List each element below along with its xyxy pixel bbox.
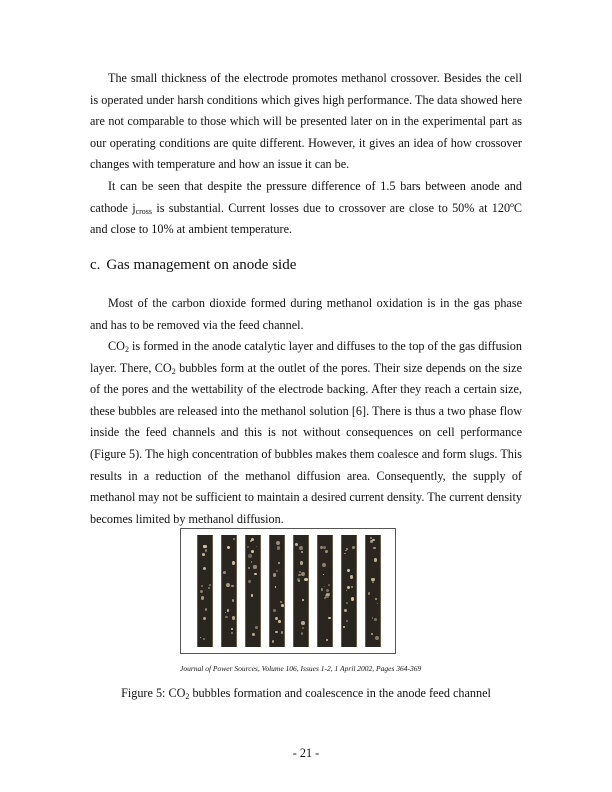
bubble	[300, 561, 303, 564]
bubble	[248, 554, 251, 557]
figure-image	[180, 528, 396, 654]
bubble	[231, 628, 233, 630]
bubble	[351, 586, 353, 588]
feed-channel	[221, 535, 237, 647]
bubble	[328, 617, 330, 619]
bubble	[301, 572, 305, 576]
paragraph-text: is substantial. Current losses due to crossover are close to 50% at 120ºC and close to 10% at ambient temperature.	[90, 200, 522, 237]
bubble	[227, 610, 229, 612]
bubble	[278, 562, 280, 564]
bubble	[231, 632, 233, 634]
feed-channel	[317, 535, 333, 647]
bubble	[203, 567, 206, 570]
bubble	[281, 604, 284, 607]
bubble	[371, 633, 373, 635]
bubble	[350, 575, 354, 579]
bubble	[295, 543, 297, 545]
bubble	[248, 567, 251, 570]
bubble	[205, 549, 208, 552]
bubble	[301, 551, 303, 553]
figure-caption	[90, 686, 522, 701]
bubble	[275, 631, 278, 634]
figure-credit: Journal of Power Sources, Volume 106, Issues 1-2, 1 April 2002, Pages 364-369	[180, 664, 422, 673]
subscript: 2	[185, 692, 190, 701]
bubble	[250, 540, 252, 542]
bubble	[202, 553, 205, 556]
paragraph-text: is formed in the anode catalytic layer and diffuses to the top of the gas diffusion layer. There, CO	[90, 339, 522, 375]
bubble	[346, 548, 348, 550]
bubble	[297, 578, 300, 581]
section-title: Gas management on anode side	[106, 257, 297, 273]
bubble	[223, 571, 226, 574]
bubble	[273, 573, 277, 577]
bubble	[227, 546, 230, 549]
bubble	[371, 578, 375, 582]
bubble	[351, 597, 355, 601]
bubble	[375, 636, 379, 640]
caption-text: Figure 5: CO	[121, 686, 186, 700]
feed-channel	[293, 535, 309, 647]
page-number: - 21 -	[292, 746, 320, 760]
paragraph-co2-bubbles	[90, 336, 522, 530]
bubble	[251, 594, 254, 597]
paragraph-text: It can be seen that despite the pressure difference of 1.5 bars between anode and cathode j	[90, 179, 522, 215]
bubble	[225, 612, 227, 614]
bubble	[232, 599, 235, 602]
bubble	[374, 618, 377, 621]
bubble	[253, 565, 256, 568]
bubble	[322, 563, 326, 567]
paragraph-current-losses	[90, 176, 522, 241]
bubble	[368, 592, 370, 594]
feed-channel	[197, 535, 213, 647]
bubble	[325, 550, 328, 553]
bubble	[231, 585, 234, 588]
bubble	[233, 538, 235, 540]
bubble	[323, 574, 325, 576]
bubble	[247, 546, 249, 548]
bubble	[225, 616, 227, 618]
bubble	[252, 633, 255, 636]
bubble	[321, 588, 324, 591]
bubble	[374, 558, 377, 561]
feed-channel	[269, 535, 285, 647]
bubble	[324, 586, 326, 588]
paragraph-text: bubbles form at the outlet of the pores. Their size depends on the size of the pores and the wettability of the electrode backing. After they reach a certain size, these bubbles are released into the methanol solution [6]. There is thus a two phase flow inside the feed channels and this is not without consequences on cell performance (Figure 5). The high concentration of bubbles makes them coalesce and form slugs. This results in a reduction of the methanol diffusion area. Consequently, the supply of methanol may not be sufficient to maintain a desired current density. The current density becomes limited by methanol diffusion.	[90, 360, 522, 526]
bubble	[343, 626, 345, 628]
bubble	[255, 626, 258, 629]
bubble	[278, 620, 281, 623]
bubble	[344, 609, 347, 612]
bubble	[275, 617, 278, 620]
bubble	[203, 638, 205, 640]
bubble	[372, 539, 375, 542]
caption-text: bubbles formation and coalescence in the anode feed channel	[189, 686, 491, 700]
bubble	[201, 585, 203, 587]
bubble	[302, 599, 304, 601]
bubble	[200, 637, 202, 639]
bubble	[347, 569, 350, 572]
bubble	[254, 573, 257, 576]
bubble	[203, 617, 206, 620]
subscript: 2	[124, 345, 129, 354]
bubble	[377, 603, 379, 605]
bubble	[326, 639, 329, 642]
paragraph-carbon-dioxide: Most of the carbon dioxide formed during methanol oxidation is in the gas phase and has to be removed via the feed channel.	[90, 296, 522, 332]
bubble	[328, 584, 331, 587]
bubble	[276, 570, 278, 572]
bubble	[203, 545, 205, 547]
bubble	[323, 546, 326, 549]
paragraph-crossover: The small thickness of the electrode promotes methanol crossover. Besides the cell is operated under harsh conditions which gives high performance. The data showed here are not comparable to those which will be presented later on in the experimental part as our operating conditions are quite different. However, it gives an idea of how crossover changes with temperature and how an issue it can be.	[90, 71, 522, 172]
bubble	[205, 608, 208, 611]
bubble	[226, 583, 230, 587]
bubble	[346, 620, 349, 623]
bubble	[373, 547, 375, 549]
section-number: c.	[90, 257, 101, 273]
bubble	[275, 586, 277, 588]
bubble	[347, 586, 350, 589]
bubble	[346, 602, 348, 604]
bubble	[345, 550, 347, 552]
bubble	[344, 553, 346, 555]
bubble	[248, 580, 251, 583]
bubble	[281, 631, 284, 634]
paragraph-text: CO	[108, 339, 125, 353]
bubble	[299, 546, 303, 550]
bubble	[209, 584, 211, 586]
subscript: 2	[171, 366, 176, 376]
bubble	[372, 581, 374, 583]
bubble	[277, 546, 281, 550]
bubble	[352, 546, 355, 549]
bubble	[301, 621, 305, 625]
feed-channel	[245, 535, 261, 647]
bubble	[276, 541, 280, 545]
bubble	[201, 596, 204, 599]
bubble	[251, 561, 253, 563]
feed-channel	[365, 535, 381, 647]
bubble	[302, 627, 304, 629]
bubble	[320, 546, 323, 549]
bubble	[280, 601, 282, 603]
bubble	[200, 590, 203, 593]
bubble	[301, 632, 304, 635]
bubble	[375, 598, 377, 600]
bubble	[256, 546, 258, 548]
bubble	[232, 561, 235, 564]
feed-channel	[341, 535, 357, 647]
section-heading	[90, 257, 296, 274]
bubble	[232, 616, 236, 620]
bubble	[346, 590, 348, 592]
bubble	[324, 597, 326, 599]
bubble	[304, 578, 308, 582]
bubble	[273, 609, 276, 612]
bubble	[208, 587, 210, 589]
bubble	[251, 550, 254, 553]
bubble	[326, 589, 329, 592]
bubble	[272, 640, 275, 643]
subscript: cross	[135, 206, 153, 216]
